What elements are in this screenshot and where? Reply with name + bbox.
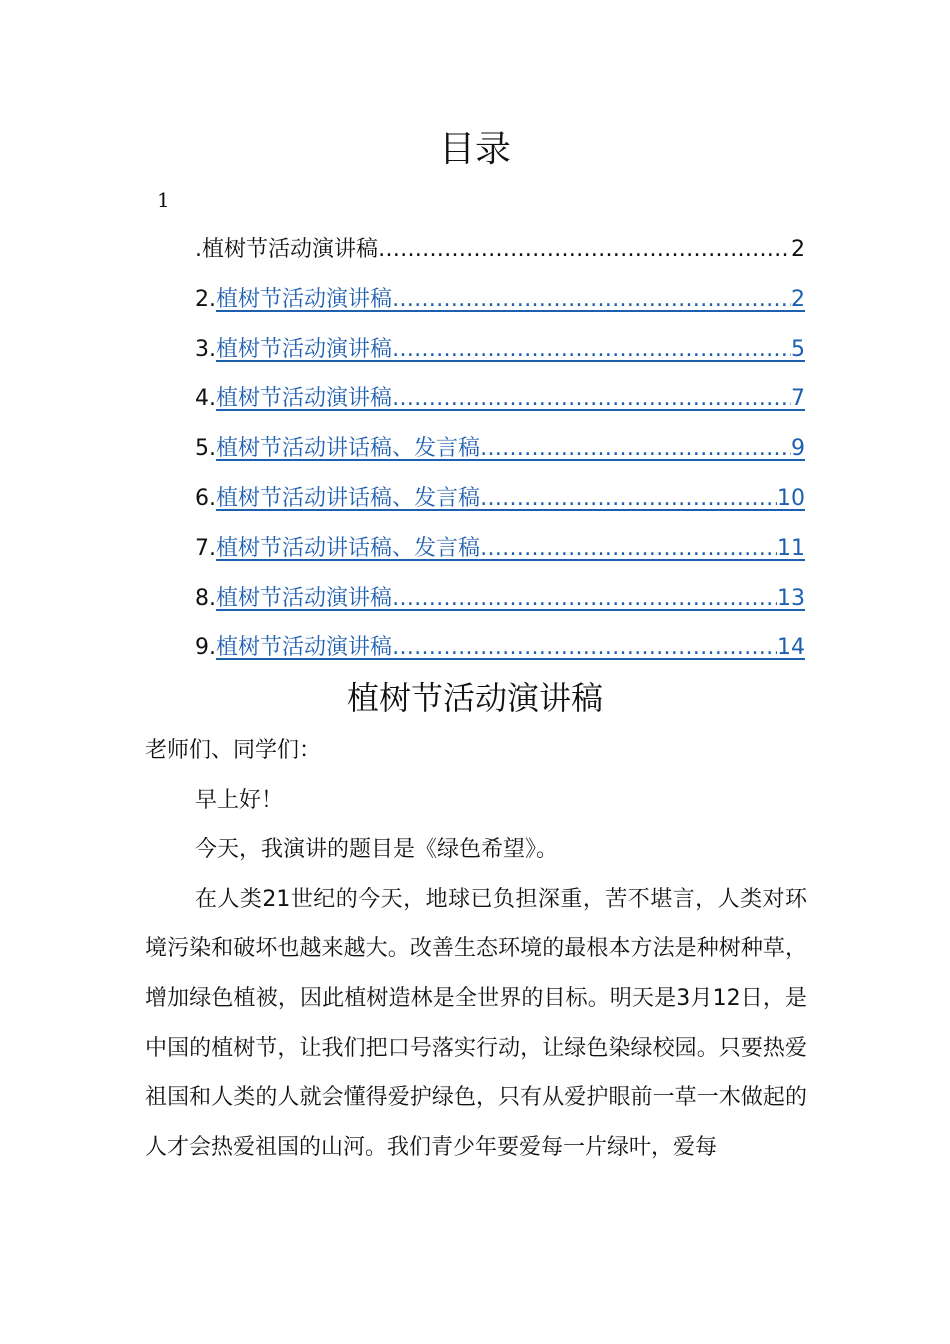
toc-entry-page: 7 bbox=[791, 386, 805, 412]
salutation: 老师们、同学们： bbox=[145, 738, 322, 763]
toc-entry-page: 14 bbox=[777, 635, 805, 661]
toc-entry-number: 2. bbox=[195, 286, 216, 312]
toc-leader-dots bbox=[480, 477, 777, 521]
toc-entry-1[interactable] bbox=[195, 228, 805, 278]
toc-entry-text: 植树节活动演讲稿 bbox=[216, 336, 393, 362]
toc-entry-link[interactable] bbox=[216, 477, 805, 521]
body-paragraph: 在人类21世纪的今天，地球已负担深重，苦不堪言，人类对环境污染和破坏也越来越大。改善生态环境的最根本方法是种树种草，增加绿色植被，因此植树造林是全世界的目标。明天是3月12日，是中国的植树节，让我们把口号落实行动，让绿色染绿校园。只要热爱祖国和人类的人就会懂得爱护绿色，只有从爱护眼前一草一木做起的人才会热爱祖国的山河。我们青少年要爱每一片绿叶，爱每 bbox=[145, 886, 807, 1160]
toc-entry-number: 4. bbox=[195, 386, 216, 412]
toc-entry-page: 2 bbox=[791, 237, 805, 262]
toc-entry-link[interactable] bbox=[216, 328, 805, 372]
article-title: 植树节活动演讲稿 bbox=[346, 679, 603, 717]
toc-leader-dots bbox=[378, 228, 791, 272]
intro-paragraph: 今天，我演讲的题目是《绿色希望》。 bbox=[195, 837, 559, 863]
toc-entry-link[interactable] bbox=[216, 278, 805, 322]
toc-entry-text: 植树节活动演讲稿 bbox=[216, 585, 393, 611]
toc-entry-page: 11 bbox=[777, 535, 805, 561]
toc-entry-number: 8. bbox=[195, 585, 216, 611]
toc-entry-page: 2 bbox=[791, 286, 805, 312]
toc-leader-dots bbox=[392, 377, 791, 421]
toc-entry-4[interactable] bbox=[195, 377, 805, 427]
toc-entry-2[interactable] bbox=[195, 278, 805, 328]
toc-entry-page: 9 bbox=[791, 436, 805, 462]
toc-leader-dots bbox=[392, 278, 791, 322]
toc-title: 目录 bbox=[438, 129, 511, 170]
toc-entry-link[interactable] bbox=[216, 577, 805, 621]
toc-entry-page: 5 bbox=[791, 336, 805, 362]
toc-entry-number: 3. bbox=[195, 336, 216, 362]
toc-entry-7[interactable] bbox=[195, 527, 805, 577]
article-body bbox=[145, 726, 807, 1172]
toc-entry-number: 6. bbox=[195, 485, 216, 511]
toc-leader-dots bbox=[480, 527, 777, 571]
toc-entry-text: 植树节活动演讲稿 bbox=[216, 386, 393, 412]
toc-entry-9[interactable] bbox=[195, 626, 805, 676]
toc-entry-text: .植树节活动演讲稿 bbox=[195, 237, 378, 262]
toc-entry-number: 7. bbox=[195, 535, 216, 561]
toc-leader-dots bbox=[392, 577, 777, 621]
toc-leader-dots bbox=[480, 427, 791, 471]
toc-entry-3[interactable] bbox=[195, 328, 805, 378]
toc-entry-text: 植树节活动讲话稿、发言稿 bbox=[216, 485, 481, 511]
toc-entry-8[interactable] bbox=[195, 577, 805, 627]
toc-entry-link[interactable] bbox=[216, 377, 805, 421]
toc-entry-text: 植树节活动演讲稿 bbox=[216, 286, 393, 312]
toc-entry-link[interactable] bbox=[216, 626, 805, 670]
toc-entry-text: 植树节活动讲话稿、发言稿 bbox=[216, 436, 481, 462]
toc-entry-text: 植树节活动演讲稿 bbox=[216, 635, 393, 661]
toc-leader-dots bbox=[392, 328, 791, 372]
table-of-contents bbox=[195, 228, 805, 676]
toc-entry-number: 9. bbox=[195, 635, 216, 661]
toc-leader-dots bbox=[392, 626, 777, 670]
toc-entry-page: 10 bbox=[777, 485, 805, 511]
toc-entry-link[interactable] bbox=[195, 228, 805, 272]
toc-entry-page: 13 bbox=[777, 585, 805, 611]
toc-entry-5[interactable] bbox=[195, 427, 805, 477]
toc-entry-link[interactable] bbox=[216, 527, 805, 571]
page-number: 1 bbox=[157, 188, 170, 212]
toc-entry-text: 植树节活动讲话稿、发言稿 bbox=[216, 535, 481, 561]
toc-entry-number: 5. bbox=[195, 436, 216, 462]
greeting: 早上好！ bbox=[195, 787, 284, 813]
toc-entry-link[interactable] bbox=[216, 427, 805, 471]
toc-entry-6[interactable] bbox=[195, 477, 805, 527]
